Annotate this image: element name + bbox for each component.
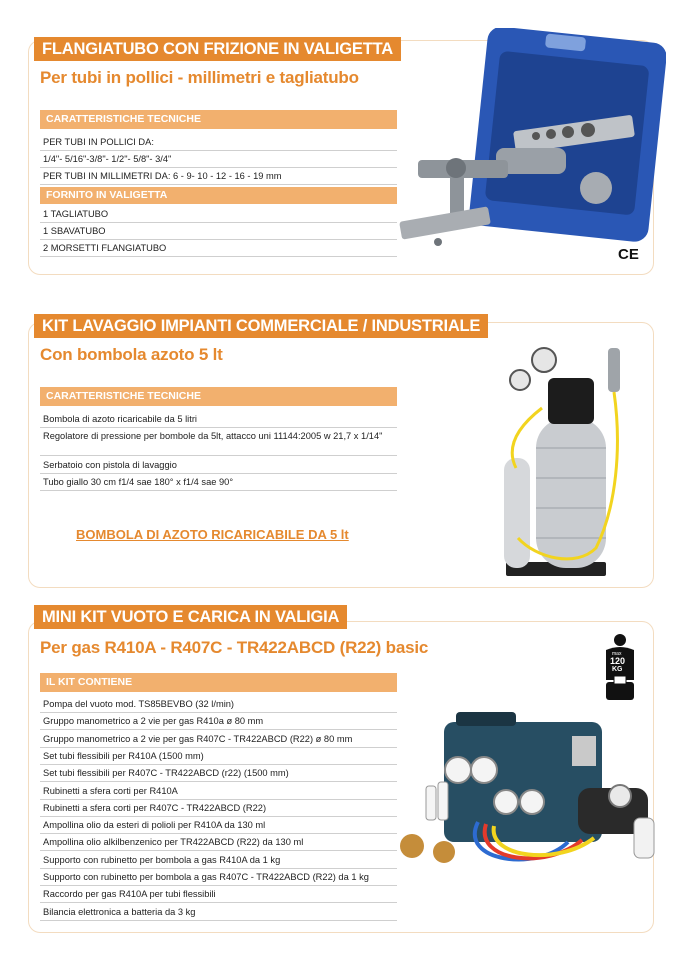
ce-mark: CE: [618, 246, 639, 263]
section-subtitle: Per tubi in pollici - millimetri e tagliatubo: [40, 68, 359, 87]
supply-row: 1 TAGLIATUBO: [40, 206, 397, 223]
kit-item: Ampollina olio alkilbenzenico per TR422ABCD (R22) da 130 ml: [40, 834, 397, 851]
nitrogen-bottle-note: BOMBOLA DI AZOTO RICARICABILE DA 5 lt: [76, 527, 349, 542]
kit-item: Supporto con rubinetto per bombola a gas R410A da 1 kg: [40, 852, 397, 869]
spec-row: Regolatore di pressione per bombole da 5lt, attacco uni 11144:2005 w 21,7 x 1/14": [40, 428, 397, 456]
vacuum-kit-image: [398, 712, 662, 884]
weight-badge-label: max: [612, 651, 622, 657]
nitrogen-bottle-image: [496, 338, 636, 580]
kit-item: Rubinetti a sfera corti per R410A: [40, 783, 397, 800]
kit-item: Gruppo manometrico a 2 vie per gas R407C - TR422ABCD (R22) ø 80 mm: [40, 731, 397, 748]
section-title: FLANGIATUBO CON FRIZIONE IN VALIGETTA: [34, 37, 401, 61]
spec-row: Bombola di azoto ricaricabile da 5 litri: [40, 411, 397, 428]
section-subtitle: Per gas R410A - R407C - TR422ABCD (R22) basic: [40, 638, 429, 657]
weight-badge-unit: KG: [612, 666, 623, 673]
kit-header: IL KIT CONTIENE: [40, 673, 397, 692]
kit-item: Supporto con rubinetto per bombola a gas R407C - TR422ABCD (R22) da 1 kg: [40, 869, 397, 886]
flaring-tool-kit-image: [396, 28, 666, 248]
spec-header: CARATTERISTICHE TECNICHE: [40, 387, 397, 406]
section-title: MINI KIT VUOTO E CARICA IN VALIGIA: [34, 605, 347, 629]
spec-row: PER TUBI IN MILLIMETRI DA: 6 - 9- 10 - 12 - 16 - 19 mm: [40, 168, 397, 185]
section-subtitle: Con bombola azoto 5 lt: [40, 345, 223, 364]
spec-row: PER TUBI IN POLLICI DA:: [40, 134, 397, 151]
weight-badge-value: 120: [610, 656, 626, 666]
kit-item: Pompa del vuoto mod. TS85BEVBO (32 l/min): [40, 696, 397, 713]
section-title: KIT LAVAGGIO IMPIANTI COMMERCIALE / INDUSTRIALE: [34, 314, 488, 338]
spec-row: 1/4"- 5/16"-3/8"- 1/2"- 5/8"- 3/4": [40, 151, 397, 168]
kit-item: Bilancia elettronica a batteria da 3 kg: [40, 904, 397, 921]
supply-row: 1 SBAVATUBO: [40, 223, 397, 240]
supply-header: FORNITO IN VALIGETTA: [40, 187, 397, 204]
kit-item: Set tubi flessibili per R410A (1500 mm): [40, 748, 397, 765]
kit-item: Raccordo per gas R410A per tubi flessibili: [40, 886, 397, 903]
kit-item: Set tubi flessibili per R407C - TR422ABCD (r22) (1500 mm): [40, 765, 397, 782]
spec-row: Tubo giallo 30 cm f1/4 sae 180° x f1/4 sae 90°: [40, 474, 397, 491]
spec-row: Serbatoio con pistola di lavaggio: [40, 457, 397, 474]
spec-header: CARATTERISTICHE TECNICHE: [40, 110, 397, 129]
kit-item: Ampollina olio da esteri di polioli per R410A da 130 ml: [40, 817, 397, 834]
kit-item: Gruppo manometrico a 2 vie per gas R410a ø 80 mm: [40, 713, 397, 730]
supply-row: 2 MORSETTI FLANGIATUBO: [40, 240, 397, 257]
kit-item: Rubinetti a sfera corti per R407C - TR422ABCD (R22): [40, 800, 397, 817]
